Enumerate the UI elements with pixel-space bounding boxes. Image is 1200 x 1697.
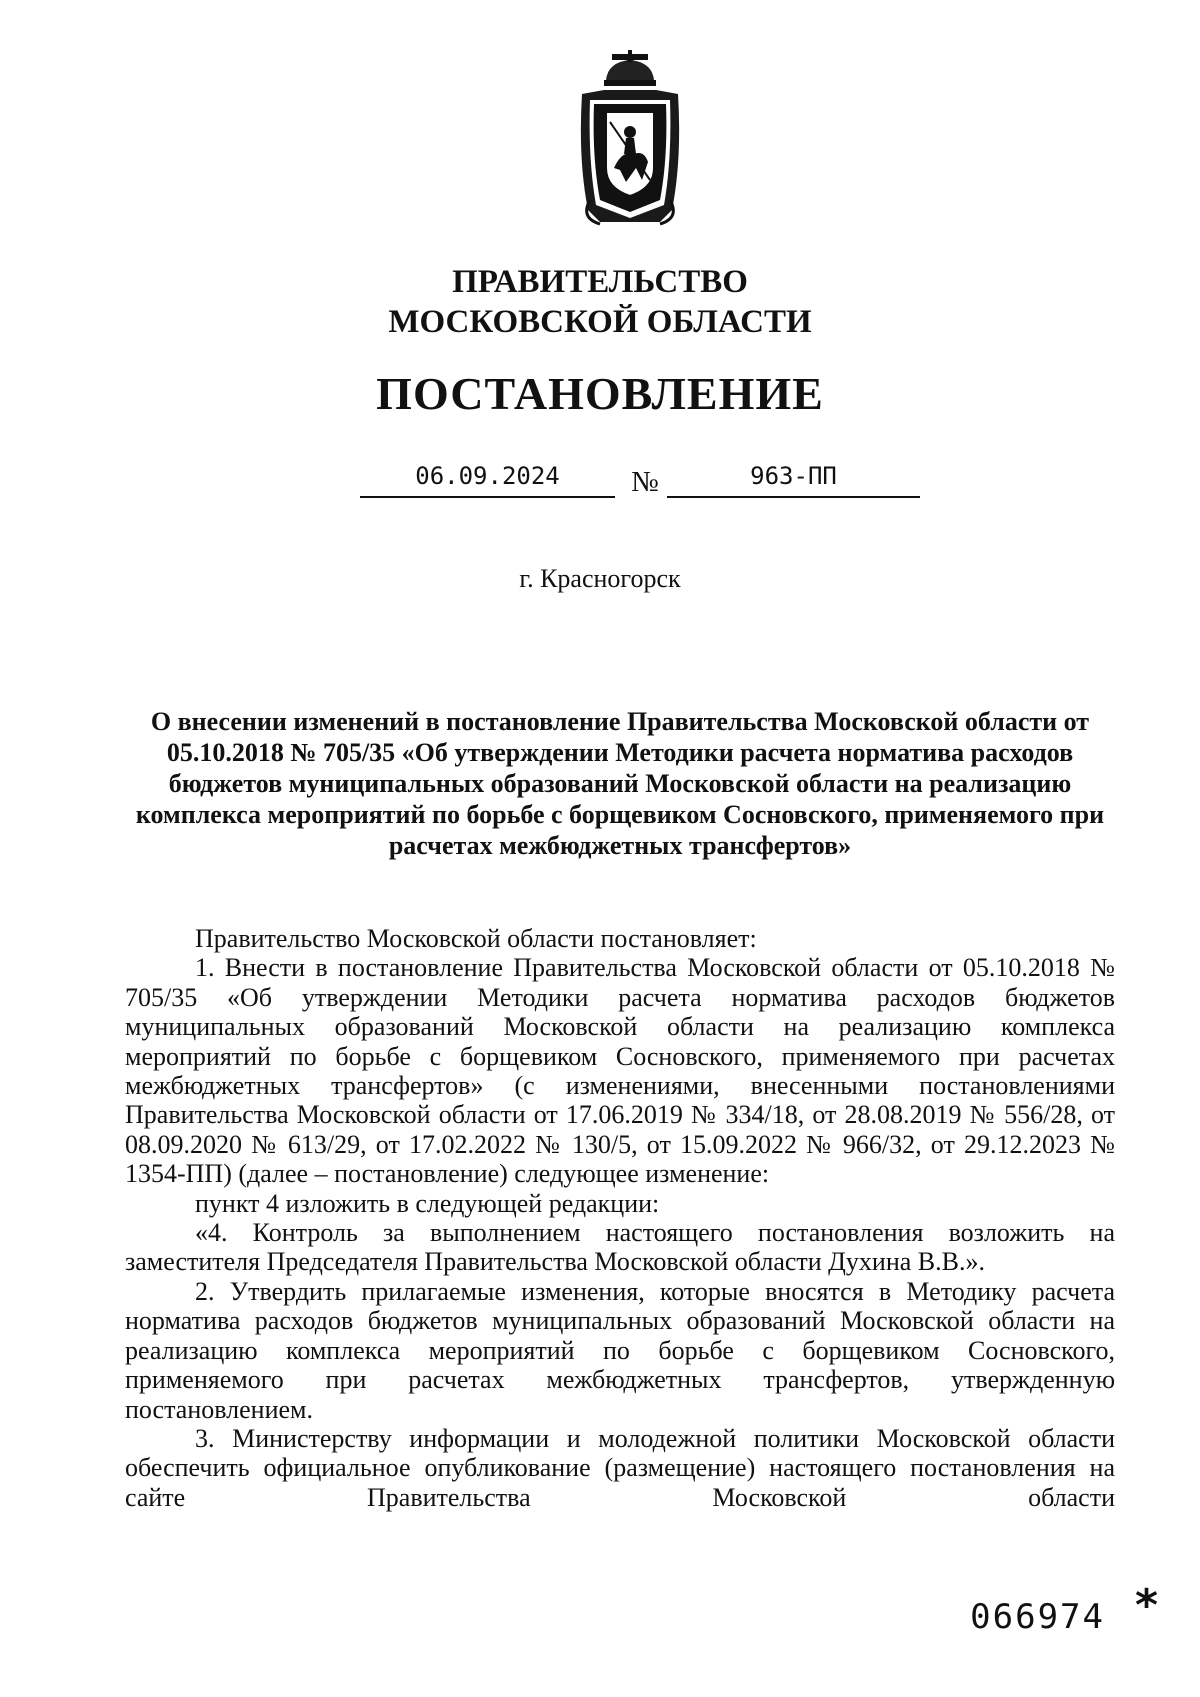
body-paragraph-3: 3. Министерству информации и молодежной политики Московской области обеспечить официальное опубликование (размещение) настоящего постановления на сайте Правительства Московской области [125,1423,1115,1512]
body-intro: Правительство Московской области постановляет: [195,924,757,953]
coat-of-arms-icon [570,50,690,230]
asterisk-mark: * [1134,1580,1158,1631]
document-subject: О внесении изменений в постановление Правительства Московской области от 05.10.2018 № 705/35 «Об утверждении Методики расчета норматива расходов бюджетов муниципальных образований Московской области на реализацию комплекса мероприятий по борьбе с борщевиком Сосновского, применяемого при расчетах межбюджетных трансфертов» [135,707,1105,860]
body-paragraph-2: 2. Утвердить прилагаемые изменения, которые вносятся в Методику расчета норматива расходов бюджетов муниципальных образований Московской области на реализацию комплекса мероприятий по борьбе с борщевиком Сосновского, применяемого при расчетах межбюджетных трансфертов, утвержденную постановлением. [125,1276,1115,1424]
body-paragraph-1-sub: пункт 4 изложить в следующей редакции: [195,1188,660,1218]
number-sign: № [631,466,659,498]
number-underline [667,496,920,498]
serial-number: 066974 [970,1597,1105,1637]
document-type: ПОСТАНОВЛЕНИЕ [376,368,824,419]
government-title [0,262,1200,342]
document-number: 963-ПП [750,462,837,490]
body-paragraph-1-quote: «4. Контроль за выполнением настоящего постановления возложить на заместителя Председателя Правительства Московской области Духина В.В.». [125,1218,1115,1277]
document-body [125,924,1115,1512]
body-paragraph-1: 1. Внести в постановление Правительства Московской области от 05.10.2018 № 705/35 «Об утверждении Методики расчета норматива расходов бюджетов муниципальных образований Московской области на реализацию комплекса мероприятий по борьбе с борщевиком Сосновского, применяемого при расчетах межбюджетных трансфертов» (с изменениями, внесенными постановлениями Правительства Московской области от 17.06.2019 № 334/18, от 28.08.2019 № 556/28, от 08.09.2020 № 613/29, от 17.02.2022 № 130/5, от 15.09.2022 № 966/32, от 29.12.2023 № 1354-ПП) (далее – постановление) следующее изменение: [125,953,1115,1189]
government-title-line1: ПРАВИТЕЛЬСТВО [452,264,748,300]
city: г. Красногорск [519,564,681,593]
date-underline [360,496,615,498]
government-title-line2: МОСКОВСКОЙ ОБЛАСТИ [388,304,812,340]
document-date: 06.09.2024 [415,462,560,490]
document-number-row [360,456,920,506]
